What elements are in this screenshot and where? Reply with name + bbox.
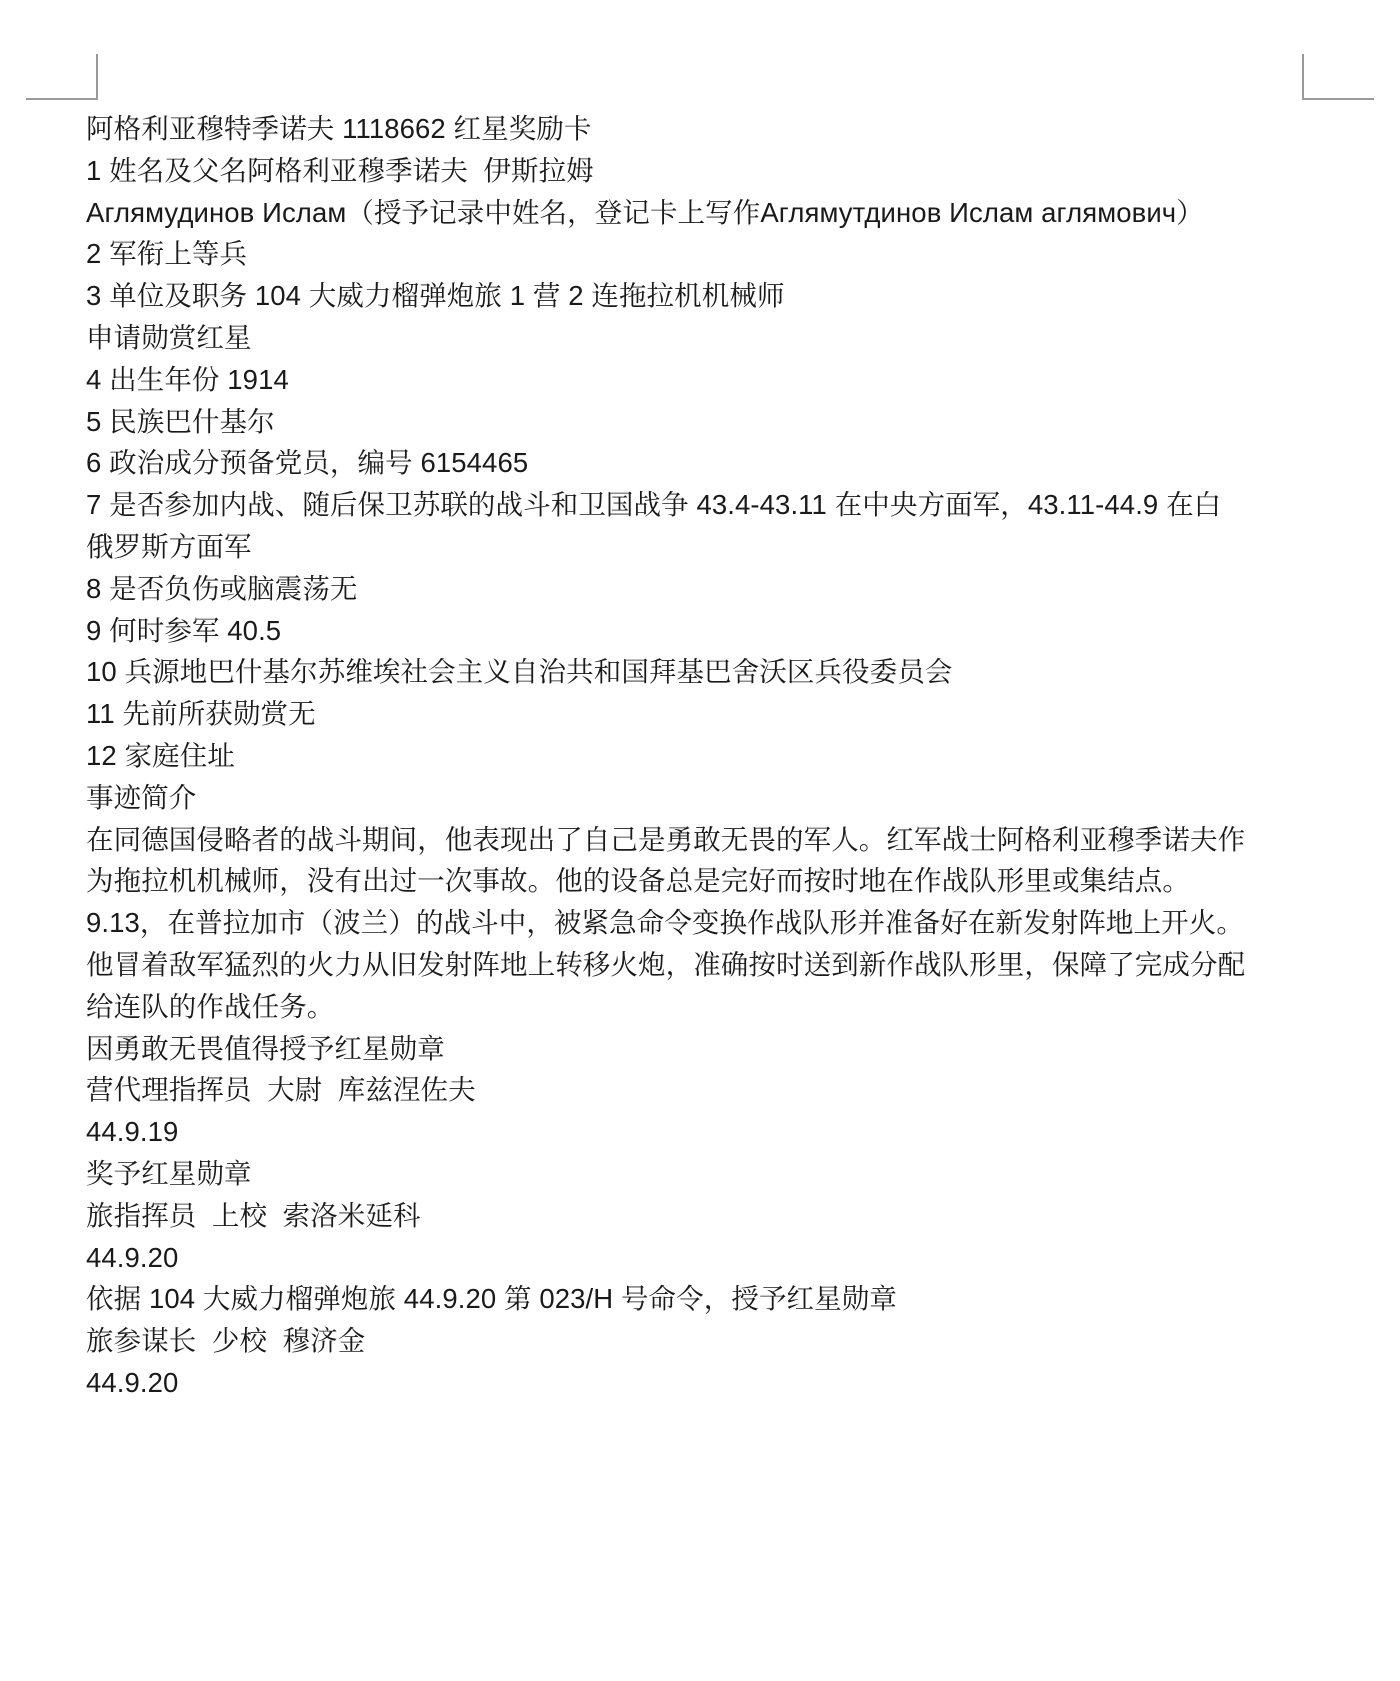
award-request: 申请勋赏红星	[86, 321, 252, 353]
document-title: 阿格利亚穆特季诺夫 1118662 红星奖励卡	[86, 113, 592, 144]
field-name-russian: Аглямудинов Ислам（授予记录中姓名，登记卡上写作Аглямутдинов Ислам аглямович）	[86, 196, 1204, 228]
signature-date-2: 44.9.20	[86, 1241, 179, 1273]
recommendation-line: 因勇敢无畏值得授予红星勋章	[86, 1032, 445, 1064]
field-unit-and-duty: 3 单位及职务 104 大威力榴弹炮旅 1 营 2 连拖拉机机械师	[86, 280, 785, 312]
crop-mark-top-right-icon	[1302, 54, 1348, 100]
citation-paragraph-2: 9.13，在普拉加市（波兰）的战斗中，被紧急命令变换作战队形并准备好在新发射阵地上开火。他冒着敌军猛烈的火力从旧发射阵地上转移火炮，准确按时送到新作战队形里，保障了完成分配给连队的作战任务。	[86, 907, 1246, 1022]
crop-mark-top-left-icon	[52, 54, 98, 100]
signature-date-3: 44.9.20	[86, 1366, 179, 1398]
award-decision-line: 奖予红星勋章	[86, 1157, 252, 1189]
field-ethnicity: 5 民族巴什基尔	[86, 405, 275, 437]
field-name-patronymic: 1 姓名及父名阿格利亚穆季诺夫 伊斯拉姆	[86, 154, 594, 186]
field-rank: 2 军衔上等兵	[86, 238, 248, 270]
order-reference-line: 依据 104 大威力榴弹炮旅 44.9.20 第 023/H 号命令，授予红星勋章	[86, 1283, 897, 1315]
field-party-membership: 6 政治成分预备党员，编号 6154465	[86, 447, 529, 479]
field-wounds: 8 是否负伤或脑震荡无	[86, 572, 358, 604]
field-home-address: 12 家庭住址	[86, 739, 235, 771]
signatory-chief-of-staff: 旅参谋长 少校 穆济金	[86, 1325, 366, 1357]
signatory-battalion: 营代理指挥员 大尉 库兹涅佐夫	[86, 1074, 476, 1106]
field-draft-office: 10 兵源地巴什基尔苏维埃社会主义自治共和国拜基巴舍沃区兵役委员会	[86, 656, 953, 688]
field-enlistment-date: 9 何时参军 40.5	[86, 614, 282, 646]
citation-heading: 事迹简介	[86, 781, 197, 813]
field-prior-awards: 11 先前所获勋赏无	[86, 698, 316, 730]
citation-paragraph-1: 在同德国侵略者的战斗期间，他表现出了自己是勇敢无畏的军人。红军战士阿格利亚穆季诺夫作为拖拉机机械师，没有出过一次事故。他的设备总是完好而按时地在作战队形里或集结点。	[86, 823, 1246, 897]
signature-date-1: 44.9.19	[86, 1116, 179, 1148]
field-birth-year: 4 出生年份 1914	[86, 363, 289, 395]
signatory-brigade-commander: 旅指挥员 上校 索洛米延科	[86, 1199, 421, 1231]
field-war-service: 7 是否参加内战、随后保卫苏联的战斗和卫国战争 43.4-43.11 在中央方面军，43.11-44.9 在白俄罗斯方面军	[86, 489, 1222, 562]
document-text-body	[86, 108, 1246, 1404]
